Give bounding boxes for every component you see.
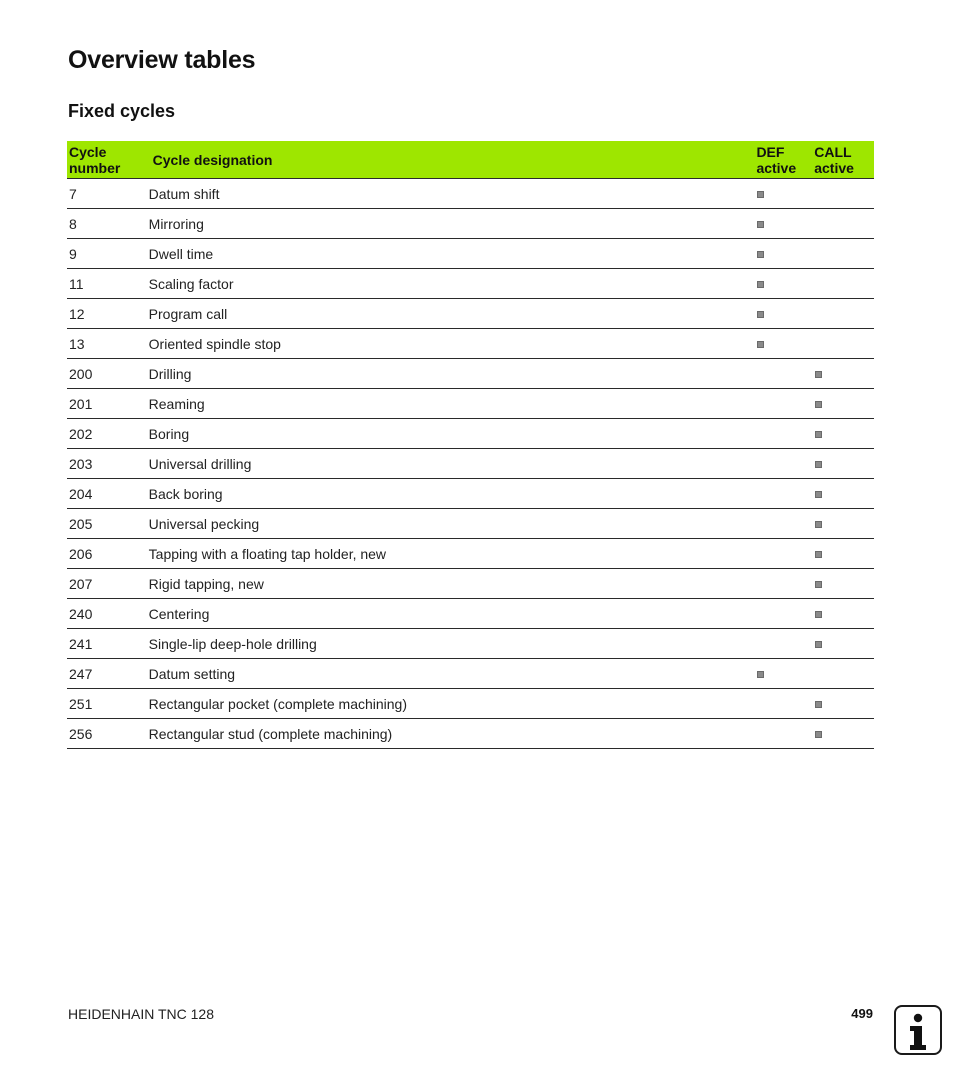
cycle-number-cell: 8 [67, 209, 147, 239]
table-row [67, 209, 874, 239]
active-marker-icon [757, 311, 764, 318]
active-marker-icon [815, 431, 822, 438]
call-active-cell [812, 509, 874, 539]
footer-product-name: HEIDENHAIN TNC 128 [68, 1006, 215, 1022]
table-row [67, 599, 874, 629]
call-active-cell [812, 719, 874, 749]
def-active-cell [754, 539, 812, 569]
table-row [67, 719, 874, 749]
def-active-cell [754, 719, 812, 749]
cycle-number-cell: 207 [67, 569, 147, 599]
active-marker-icon [757, 191, 764, 198]
def-active-cell [754, 329, 812, 359]
cycle-designation-cell: Universal pecking [147, 509, 755, 539]
def-active-cell [754, 419, 812, 449]
active-marker-icon [815, 581, 822, 588]
cycle-designation-cell: Back boring [147, 479, 755, 509]
def-active-cell [754, 689, 812, 719]
def-active-cell [754, 179, 812, 209]
def-active-cell [754, 239, 812, 269]
header-def-active [754, 141, 812, 179]
cycle-designation-cell: Datum setting [147, 659, 755, 689]
header-cycle-number-label: Cycle number [69, 143, 121, 176]
call-active-cell [812, 539, 874, 569]
cycle-number-cell: 251 [67, 689, 147, 719]
table-row [67, 329, 874, 359]
table-row [67, 269, 874, 299]
table-body [67, 179, 874, 749]
def-active-cell [754, 299, 812, 329]
cycle-number-cell: 9 [67, 239, 147, 269]
call-active-cell [812, 209, 874, 239]
table-row [67, 509, 874, 539]
table-row [67, 479, 874, 509]
active-marker-icon [757, 671, 764, 678]
cycle-designation-cell: Dwell time [147, 239, 755, 269]
call-active-cell [812, 599, 874, 629]
def-active-cell [754, 209, 812, 239]
header-cycle-number [67, 141, 147, 179]
cycle-number-cell: 203 [67, 449, 147, 479]
page-number: 499 [851, 1006, 873, 1021]
table-row [67, 179, 874, 209]
call-active-cell [812, 179, 874, 209]
header-cycle-designation-label: Cycle designation [152, 151, 273, 168]
cycle-designation-cell: Tapping with a floating tap holder, new [147, 539, 755, 569]
cycle-designation-cell: Program call [147, 299, 755, 329]
cycle-designation-cell: Single-lip deep-hole drilling [147, 629, 755, 659]
def-active-cell [754, 479, 812, 509]
call-active-cell [812, 479, 874, 509]
header-cycle-designation [147, 141, 755, 179]
call-active-cell [812, 419, 874, 449]
cycle-number-cell: 201 [67, 389, 147, 419]
cycle-number-cell: 200 [67, 359, 147, 389]
header-def-active-label: DEF active [756, 143, 797, 176]
table-row [67, 659, 874, 689]
call-active-cell [812, 359, 874, 389]
def-active-cell [754, 389, 812, 419]
active-marker-icon [815, 491, 822, 498]
def-active-cell [754, 509, 812, 539]
cycle-designation-cell: Rectangular pocket (complete machining) [147, 689, 755, 719]
call-active-cell [812, 269, 874, 299]
cycle-designation-cell: Centering [147, 599, 755, 629]
active-marker-icon [815, 641, 822, 648]
cycle-number-cell: 206 [67, 539, 147, 569]
active-marker-icon [757, 341, 764, 348]
table-row [67, 239, 874, 269]
table-row [67, 539, 874, 569]
cycle-number-cell: 256 [67, 719, 147, 749]
table-row [67, 569, 874, 599]
cycle-number-cell: 241 [67, 629, 147, 659]
table-row [67, 299, 874, 329]
call-active-cell [812, 659, 874, 689]
table-row [67, 629, 874, 659]
info-icon [894, 1005, 942, 1055]
def-active-cell [754, 629, 812, 659]
cycle-designation-cell: Boring [147, 419, 755, 449]
cycle-designation-cell: Mirroring [147, 209, 755, 239]
def-active-cell [754, 569, 812, 599]
header-call-active [812, 141, 874, 179]
active-marker-icon [757, 281, 764, 288]
cycle-designation-cell: Datum shift [147, 179, 755, 209]
page-title: Overview tables [68, 46, 256, 74]
active-marker-icon [815, 731, 822, 738]
cycle-number-cell: 247 [67, 659, 147, 689]
active-marker-icon [757, 221, 764, 228]
call-active-cell [812, 569, 874, 599]
cycle-designation-cell: Drilling [147, 359, 755, 389]
active-marker-icon [815, 701, 822, 708]
table-row [67, 389, 874, 419]
table-row [67, 689, 874, 719]
call-active-cell [812, 629, 874, 659]
table-header-row [67, 141, 874, 179]
cycle-number-cell: 205 [67, 509, 147, 539]
section-title: Fixed cycles [68, 101, 176, 121]
active-marker-icon [815, 401, 822, 408]
call-active-cell [812, 329, 874, 359]
call-active-cell [812, 689, 874, 719]
call-active-cell [812, 449, 874, 479]
header-call-active-label: CALL active [814, 143, 854, 176]
def-active-cell [754, 449, 812, 479]
call-active-cell [812, 299, 874, 329]
def-active-cell [754, 599, 812, 629]
cycle-designation-cell: Rigid tapping, new [147, 569, 755, 599]
call-active-cell [812, 389, 874, 419]
cycle-number-cell: 12 [67, 299, 147, 329]
def-active-cell [754, 359, 812, 389]
active-marker-icon [815, 551, 822, 558]
active-marker-icon [815, 521, 822, 528]
cycle-designation-cell: Scaling factor [147, 269, 755, 299]
cycle-number-cell: 204 [67, 479, 147, 509]
active-marker-icon [757, 251, 764, 258]
active-marker-icon [815, 371, 822, 378]
info-icon-graphic [894, 1005, 942, 1055]
cycle-number-cell: 11 [67, 269, 147, 299]
fixed-cycles-table [67, 141, 874, 749]
cycle-designation-cell: Oriented spindle stop [147, 329, 755, 359]
cycle-number-cell: 202 [67, 419, 147, 449]
cycle-number-cell: 7 [67, 179, 147, 209]
table-row [67, 359, 874, 389]
table-row [67, 419, 874, 449]
cycle-designation-cell: Reaming [147, 389, 755, 419]
def-active-cell [754, 659, 812, 689]
def-active-cell [754, 269, 812, 299]
active-marker-icon [815, 611, 822, 618]
cycle-number-cell: 13 [67, 329, 147, 359]
active-marker-icon [815, 461, 822, 468]
cycle-designation-cell: Rectangular stud (complete machining) [147, 719, 755, 749]
table-row [67, 449, 874, 479]
cycle-designation-cell: Universal drilling [147, 449, 755, 479]
cycle-number-cell: 240 [67, 599, 147, 629]
call-active-cell [812, 239, 874, 269]
